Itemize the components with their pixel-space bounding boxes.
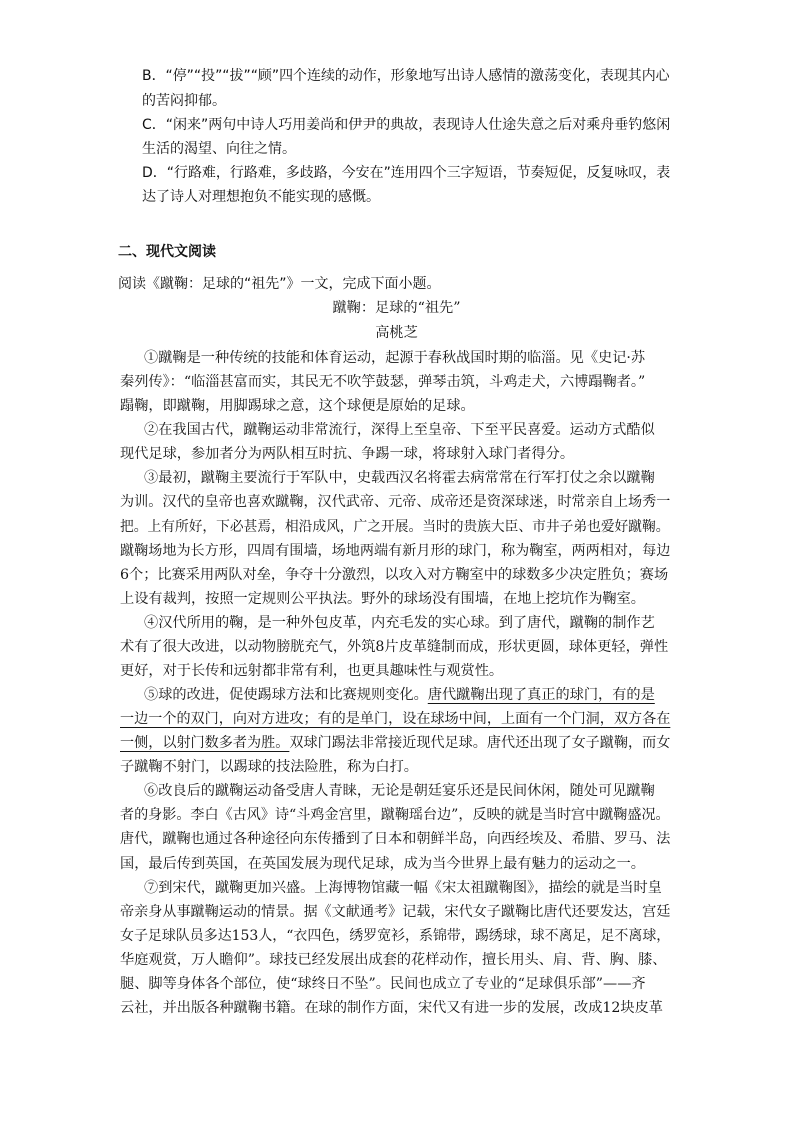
article-line: 云社，并出版各种蹴鞠书籍。在球的制作方面，宋代又有进一步的发展，改成12块皮革 — [120, 1000, 663, 1016]
reading-instruction: 阅读《蹴鞠：足球的“祖先”》一文，完成下面小题。 — [118, 276, 441, 292]
article-line: ④汉代所用的鞠，是一种外包皮革，内充毛发的实心球。到了唐代，蹴鞠的制作艺 — [144, 615, 655, 631]
article-line: 华庭观赏，万人瞻仰”。球技已经发展出成套的花样动作，擅长用头、肩、背、胸、膝、 — [120, 952, 667, 968]
article-line: 者的身影。李白《古风》诗“斗鸡金宫里，蹴鞠瑶台边”，反映的就是当时宫中蹴鞠盛况。 — [120, 807, 670, 823]
option-c-line-1: C．“闲来”两句中诗人巧用姜尚和伊尹的典故，表现诗人仕途失意之后对乘舟垂钓悠闲 — [142, 117, 671, 133]
article-line: ⑦到宋代，蹴鞠更加兴盛。上海博物馆藏一幅《宋太祖蹴鞠图》，描绘的就是当时皇 — [144, 880, 662, 896]
article-line: 把。上有所好，下必甚焉，相沿成风，广之开展。当时的贵族大臣、市井子弟也爱好蹴鞠。 — [120, 519, 670, 535]
article-line: ③最初，蹴鞠主要流行于军队中，史载西汉名将霍去病常常在行军打仗之余以蹴鞠 — [144, 470, 655, 486]
article-line: ②在我国古代，蹴鞠运动非常流行，深得上至皇帝、下至平民喜爱。运动方式酷似 — [144, 422, 655, 438]
option-d-line-1: D．“行路难，行路难，多歧路，今安在”连用四个三字短语，节奏短促，反复咏叹，表 — [142, 165, 671, 181]
article-line: 蹋鞠，即蹴鞠，用脚踢球之意，这个球便是原始的足球。 — [120, 398, 475, 414]
article-line: 蹴鞠场地为长方形，四周有围墙，场地两端有新月形的球门，称为鞠室，两两相对，每边 — [120, 543, 671, 559]
article-line: 6个；比赛采用两队对垒，争夺十分激烈，以攻入对方鞠室中的球数多少决定胜负；赛场 — [120, 567, 669, 583]
article-line: 秦列传》：“临淄甚富而实，其民无不吹竽鼓瑟，弹琴击筑，斗鸡走犬，六博蹋鞠者。” — [120, 374, 646, 390]
article-line: 子蹴鞠不射门，以踢球的技法险胜，称为白打。 — [120, 759, 418, 775]
article-line: 腿、脚等身体各个部位，使“球终日不坠”。民间也成立了专业的“足球俱乐部”——齐 — [120, 976, 646, 992]
article-line-p5 — [144, 686, 655, 705]
p5-plain-text: 双球门踢法非常接近现代足球。唐代还出现了女子蹴鞠，而女 — [289, 735, 671, 751]
p5-plain-text: ⑤球的改进，促使踢球方法和比赛规则变化。 — [144, 687, 428, 703]
article-line: 国，最后传到英国，在英国发展为现代足球，成为当今世界上最有魅力的运动之一。 — [120, 856, 645, 872]
p5-underlined-line: 一边一个的双门，向对方进攻；有的是单门，设在球场中间，上面有一个门洞，双方各在 — [120, 711, 671, 727]
p5-underlined-text: 一侧，以射门数多者为胜。 — [120, 735, 290, 751]
article-line: 女子足球队员多达153人，“衣四色，绣罗宽衫，系锦带，踢绣球，球不离足，足不离球， — [120, 928, 671, 944]
article-line-p5 — [120, 734, 670, 753]
article-line: 术有了很大改进，以动物膀胱充气，外筑8片皮革缝制而成，形状更圆，球体更轻，弹性 — [120, 639, 669, 655]
option-d-line-2: 达了诗人对理想抱负不能实现的感慨。 — [142, 189, 380, 205]
p5-underlined-text: 唐代蹴鞠出现了真正的球门，有的是 — [427, 687, 655, 703]
article-line: ①蹴鞠是一种传统的技能和体育运动，起源于春秋战国时期的临淄。见《史记·苏 — [144, 350, 646, 366]
article-line: 现代足球，参加者分为两队相互时抗、争踢一球，将球射入球门者得分。 — [120, 446, 575, 462]
article-author: 高桃芝 — [375, 325, 418, 341]
article-line: 为训。汉代的皇帝也喜欢蹴鞠，汉代武帝、元帝、成帝还是资深球迷，时常亲自上场秀一 — [120, 494, 671, 510]
article-line: ⑥改良后的蹴鞠运动备受唐人青睐，无论是朝廷宴乐还是民间休闲，随处可见蹴鞠 — [144, 783, 655, 799]
article-line: 帝亲身从事蹴鞠运动的情景。据《文献通考》记载，宋代女子蹴鞠比唐代还要发达，宫廷 — [120, 904, 671, 920]
section-heading: 二、现代文阅读 — [118, 244, 216, 260]
article-title: 蹴鞠：足球的“祖先” — [332, 300, 461, 316]
option-c-line-2: 生活的渴望、向往之情。 — [142, 141, 296, 157]
option-b-line-1: B．“停”“投”“拔”“顾”四个连续的动作，形象地写出诗人感情的激荡变化，表现其内心 — [142, 68, 670, 84]
article-line: 唐代，蹴鞠也通过各种途径向东传播到了日本和朝鲜半岛，向西经埃及、希腊、罗马、法 — [120, 831, 671, 847]
option-b-line-2: 的苦闷抑郁。 — [142, 93, 226, 109]
article-line: 上设有裁判，按照一定规则公平执法。野外的球场没有围墙，在地上挖坑作为鞠室。 — [120, 591, 645, 607]
article-line: 更好，对于长传和远射都非常有利，也更具趣味性与观赏性。 — [120, 663, 504, 679]
